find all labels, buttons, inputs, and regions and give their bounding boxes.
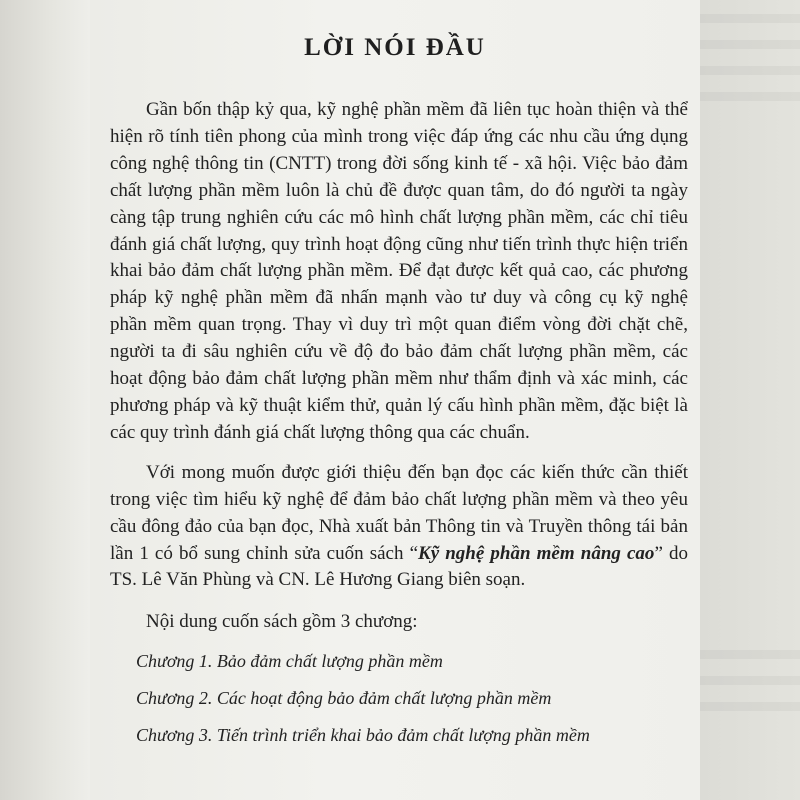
page-title: LỜI NÓI ĐẦU (304, 34, 486, 61)
contents-intro: Nội dung cuốn sách gồm 3 chương: (146, 611, 418, 633)
chapter-item: Chương 1. Bảo đảm chất lượng phần mềm (136, 651, 443, 672)
preface-body (110, 97, 688, 746)
paragraph-2-tail: ” do TS. Lê Văn Phùng và CN. Lê Hương Giang biên soạn. (110, 542, 688, 591)
book-title: Kỹ nghệ phần mềm nâng cao (418, 542, 655, 564)
chapter-item: Chương 2. Các hoạt động bảo đảm chất lượng phần mềm (136, 688, 552, 709)
paragraph-2-lead: Với mong muốn được giới thiệu đến bạn đọc các kiến thức cần thiết trong việc tìm hiểu kỹ nghệ để đảm bảo chất lượng phần mềm và theo yêu cầu đông đảo của bạn đọc, Nhà xuất bản Thông tin và Truyền thông tái bản lần 1 có bổ sung chỉnh sửa cuốn sách “ (110, 461, 688, 564)
chapter-item: Chương 3. Tiến trình triển khai bảo đảm chất lượng phần mềm (136, 725, 590, 746)
facing-page-edge (700, 0, 800, 800)
preface-paragraph-1: Gần bốn thập kỷ qua, kỹ nghệ phần mềm đã liên tục hoàn thiện và thể hiện rõ tính tiên phong của mình trong việc đáp ứng các nhu cầu ứng dụng công nghệ thông tin (CNTT) trong đời sống kinh tế - xã hội. Việc bảo đảm chất lượng phần mềm luôn là chủ đề được quan tâm, do đó người ta ngày càng tập trung nghiên cứu các mô hình chất lượng phần mềm, các chỉ tiêu đánh giá chất lượng, quy trình hoạt động cũng như tiến trình thực hiện triển khai bảo đảm chất lượng phần mềm. Để đạt được kết quả cao, các phương pháp kỹ nghệ phần mềm đã nhấn mạnh vào tư duy và công cụ kỹ nghệ phần mềm quan trọng. Thay vì duy trì một quan điểm vòng đời chặt chẽ, người ta đi sâu nghiên cứu về độ đo bảo đảm chất lượng phần mềm, các hoạt động bảo đảm chất lượng phần mềm như thẩm định và xác minh, các phương pháp và kỹ thuật kiểm thử, quản lý cấu hình phần mềm, đặc biệt là các quy trình đánh giá chất lượng thông qua các chuẩn. (110, 99, 688, 443)
preface-paragraph-2 (110, 460, 688, 595)
book-gutter (0, 0, 90, 800)
